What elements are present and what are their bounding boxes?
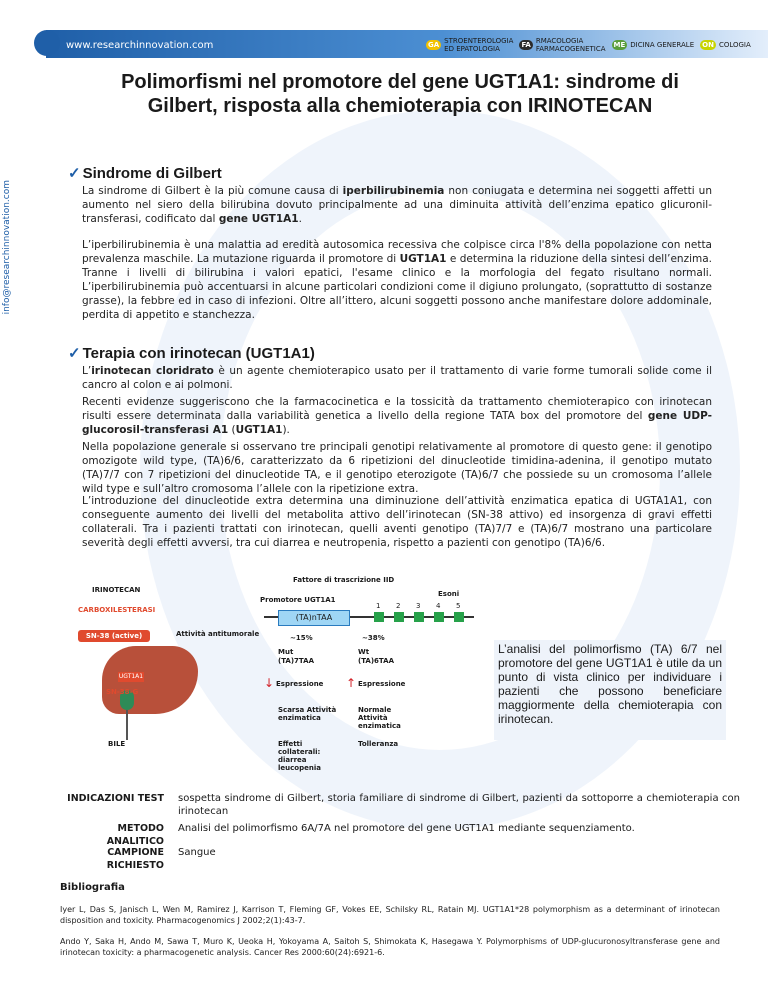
bibliography-ref: Iyer L, Das S, Janisch L, Wen M, Ramirez J, Karrison T, Fleming GF, Vokes EE, Schilsky RL, Ratain MJ. UGT1A1*28 polymorphism as a determinant of irinotecan disposition and toxicity. Pharmacogenomics J 2002;2(1):43-7. [60,905,720,925]
logo-icon [34,30,60,56]
sn38g-label: SN-38-G [106,688,139,696]
side-strip [0,0,46,994]
indications-value: sospetta sindrome di Gilbert, storia familiare di sindrome di Gilbert, pazienti da sottoporre a chemioterapia con irinotecan [178,793,740,817]
arrow-down-icon: ↓ [264,676,275,690]
sn38-active-label: SN-38 (active) [78,630,150,642]
diagram-exons-label: Esoni [438,590,460,598]
tag-abbr: GA [428,41,440,49]
irinotecan-pathway-diagram [78,572,488,772]
exon-num: 5 [456,602,461,610]
tag-farmaco [519,37,605,53]
section-heading-irinotecan [68,344,315,362]
paragraph: Nella popolazione generale si osservano tre principali genotipi relativamente al promotore di questo gene: il genotipo omozigote wild type, (TA)6/6, caratterizzato da 6 ripetizioni del dinucleotide timidina-adenina, il genotipo mutato (TA)7/7 con 7 ripetizioni del dinucleotide TA, e il genotipo eterozigote (TA)6/7 che possiede su un cromosoma l’allele wild type e sull’altro cromosoma l’allele con la ripetizione extra. [82,441,712,495]
sample-value: Sangue [178,847,216,858]
diagram-irinotecan-label: IRINOTECAN [92,586,141,594]
tag-text2: FARMACOGENETICA [535,45,606,53]
section-heading-text: Terapia con irinotecan (UGT1A1) [82,345,315,362]
method-value: Analisi del polimorfismo 6A/7A nel promotore del gene UGT1A1 mediante sequenziamento. [178,823,635,834]
paragraph: L’introduzione del dinucleotide extra determina una diminuzione dell’attività enzimatica epatica di UGTA1A1, con conseguente aumento dei livelli del metabolita attivo dell’irinotecan (SN-38 attivo) ed insorgenza di gravi effetti collaterali. Tra i pazienti trattati con irinotecan, quelli aventi genotipo (TA)7/7 e (TA)6/7 mostrano una particolare severità degli effetti avversi, tra cui diarrea e neutropenia, rispetto a pazienti con genotipo (TA)6/6. [82,495,712,549]
pct-mut: ~15% [290,634,313,642]
expr-up-label: Espressione [358,680,406,688]
arrow-up-icon: ↑ [346,676,357,690]
tag-text: DICINA GENERALE [630,41,695,49]
section-heading-gilbert [68,164,222,182]
exon-2 [394,612,404,622]
tag-abbr: ME [613,41,626,49]
paragraph: L’iperbilirubinemia è una malattia ad eredità autosomica recessiva che colpisce circa l'8% della popolazione con netta prevalenza maschile. La mutazione riguarda il promotore di UGT1A1 e determina la riduzione della sintesi dell’enzima. Tranne i livelli di bilirubina i valori epatici, l'esame clinico e la morfologia del fegato risultano normali. L’iperbilirubinemia può accentuarsi in alcune particolari condizioni come il digiuno prolungato, (soprattutto di sostanze grasse), la febbre ed in caso di infezioni. Oltre all’ittero, alcuni soggetti possono anche manifestare dolore addominale, perdita di appetito e stanchezza. [82,239,712,321]
specialty-tags [426,37,751,53]
exon-4 [434,612,444,622]
wt-tata-label: (TA)6TAA [358,657,394,665]
paragraph: Recenti evidenze suggeriscono che la farmacocinetica e la tossicità da trattamento chemioterapico con irinotecan risulti essere determinata dalla variabilità genetica a livello della regione TATA box del promotore del gene UDP-glucorosil-transferasi A1 (UGT1A1). [82,396,712,436]
diagram-carboxyl-label: CARBOXILESTERASI [78,606,156,614]
indications-label: INDICAZIONI TEST [67,793,164,804]
exon-5 [454,612,464,622]
tag-text: STROENTEROLOGIA [444,37,514,45]
sample-label: CAMPIONE RICHIESTO [106,847,164,871]
info-box: L’analisi del polimorfismo (TA) 6/7 nel promotore del gene UGT1A1 è utile da un punto di vista clinico per individuare i pazienti che possono beneficiare maggiormente della chemioterapia con irinotecan. [494,640,726,740]
exon-num: 2 [396,602,401,610]
bibliography-heading: Bibliografia [60,882,125,893]
ugt-box: UGT1A1 [118,673,144,680]
exon-1 [374,612,384,622]
paragraph: La sindrome di Gilbert è la più comune causa di iperbilirubinemia non coniugata e determina nei soggetti affetti un aumento nel siero della bilirubina dovuto principalmente ad una diminuita attività dell’enzima epatico glicuronil-transferasi, codificato dal gene UGT1A1. [82,185,712,225]
sidebar-email: info@researchinnovation.com [2,180,12,315]
mut-label: Mut [278,648,294,656]
test-row-indications [60,792,740,818]
exon-3 [414,612,424,622]
exon-num: 3 [416,602,421,610]
diagram-factor-label: Fattore di trascrizione IID [293,576,395,584]
low-activity-label: Scarsa Attività enzimatica [278,706,337,722]
tag-text: RMACOLOGIA [535,37,584,45]
antitumor-label: Attività antitumorale [176,630,260,638]
checkmark-icon: ✓ [68,345,81,362]
mut-tata-label: (TA)7TAA [278,657,314,665]
tata-box: (TA)nTAA [278,610,350,626]
tag-gastro [426,37,513,53]
section-heading-text: Sindrome di Gilbert [82,165,222,182]
method-label: METODO ANALITICO [106,823,164,847]
diagram-promoter-label: Promotore UGT1A1 [260,596,336,604]
tag-text2: ED EPATOLOGIA [444,45,500,53]
expr-down-label: Espressione [276,680,324,688]
normal-activity-label: Normale Attività enzimatica [358,706,401,730]
wt-label: Wt [358,648,370,656]
page-title: Polimorfismi nel promotore del gene UGT1A1: sindrome di Gilbert, risposta alla chemioterapia con IRINOTECAN [121,71,679,117]
tag-abbr: FA [521,41,531,49]
test-row-method [60,822,740,848]
paragraph: L’irinotecan cloridrato è un agente chemioterapico usato per il trattamento di varie forme tumorali solide come il cancro al colon e ai polmoni. [82,365,712,391]
tag-abbr: ON [702,41,714,49]
tag-oncologia [700,37,751,53]
checkmark-icon: ✓ [68,165,81,182]
test-row-sample [60,846,740,872]
site-url: www.researchinnovation.com [66,40,214,51]
liver-icon [102,646,198,714]
tolerance-label: Tolleranza [358,740,399,748]
bibliography-ref: Ando Y, Saka H, Ando M, Sawa T, Muro K, Ueoka H, Yokoyama A, Saitoh S, Shimokata K, Hasegawa Y. Polymorphisms of UDP-glucuronosyltransferase gene and irinotecan toxicity: a pharmacogenetic analysis. Cancer Res 2000:60(24):6921-6. [60,937,720,957]
pct-wt: ~38% [362,634,385,642]
exon-num: 1 [376,602,381,610]
tag-medicina [612,37,695,53]
tag-text: COLOGIA [718,41,751,49]
bile-label: BILE [108,740,126,748]
bile-duct [126,710,128,740]
exon-num: 4 [436,602,441,610]
side-effects-label: Effetti collaterali: diarrea leucopenia [278,740,321,772]
